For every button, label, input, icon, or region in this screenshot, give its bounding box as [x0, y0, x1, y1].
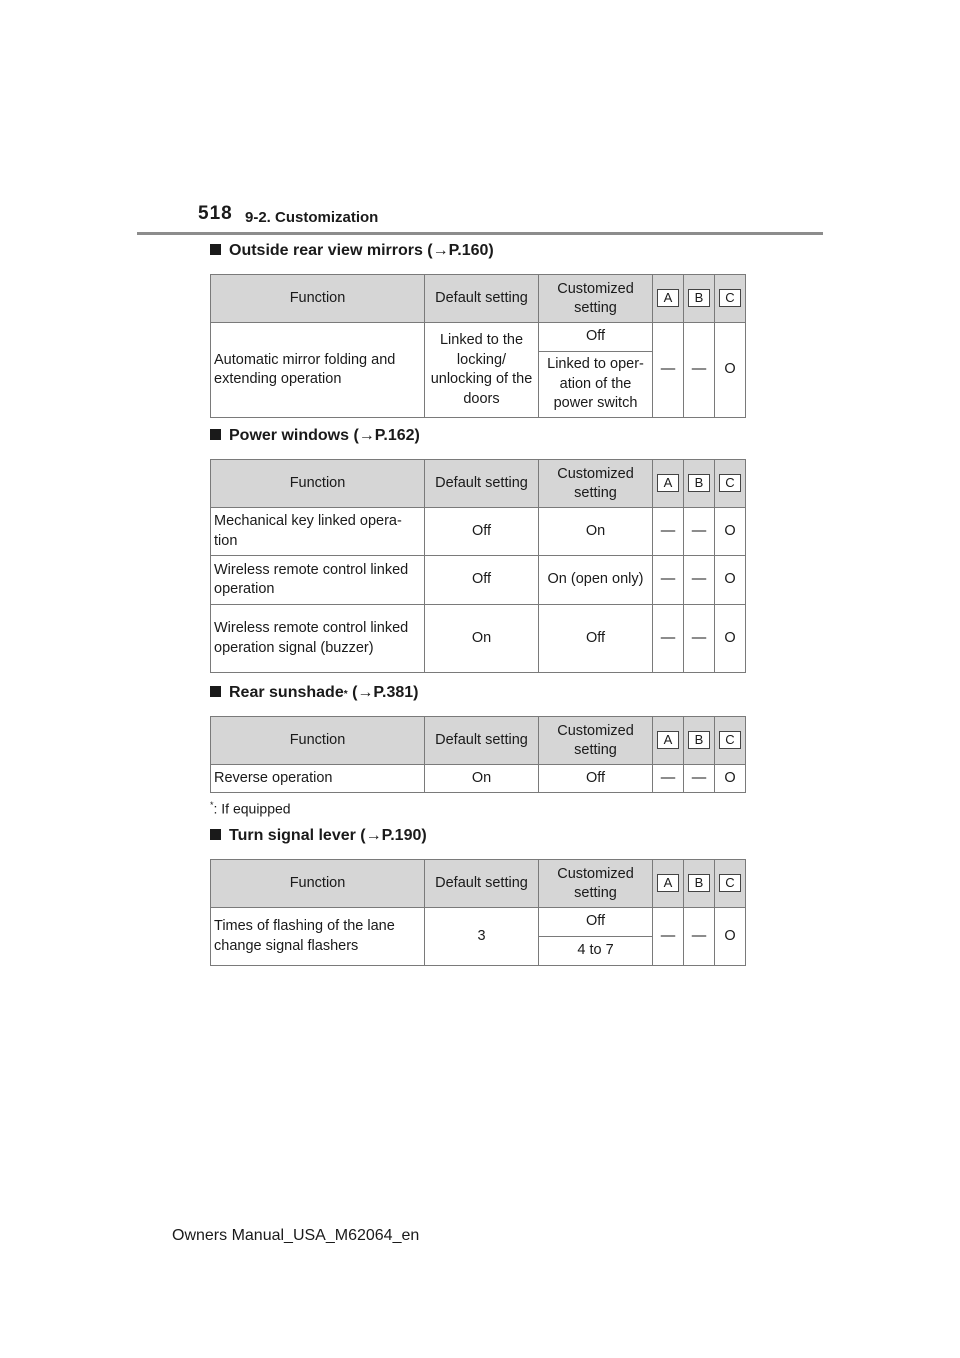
cell-function: Times of flashing of the lane change signal flashers — [211, 908, 425, 966]
header-divider — [137, 232, 823, 235]
header-default: Default setting — [425, 717, 539, 765]
header-col-b: B — [684, 460, 715, 508]
footnote: *: If equipped — [210, 800, 291, 817]
table-row — [211, 556, 746, 605]
cell-function: Automatic mirror folding and extending operation — [211, 323, 425, 418]
section-title-mirrors: Outside rear view mirrors ( → P.160) — [210, 242, 494, 260]
cell-function: Mechanical key linked opera- tion — [211, 508, 425, 556]
section-title-windows: Power windows ( → P.162) — [210, 427, 420, 445]
page-reference-link[interactable]: P.162) — [374, 427, 420, 444]
header-customized: Customized setting — [539, 460, 653, 508]
table-mirrors — [210, 274, 746, 418]
footnote-marker: * — [210, 800, 214, 810]
cell-function: Reverse operation — [211, 765, 425, 793]
header-col-b: B — [684, 717, 715, 765]
cell-custom: On — [539, 508, 653, 556]
cell-default: 3 — [425, 908, 539, 966]
header-col-c: C — [715, 860, 746, 908]
square-bullet-icon — [210, 829, 221, 840]
cell-c: O — [715, 605, 746, 673]
header-function: Function — [211, 275, 425, 323]
table-row — [211, 765, 746, 793]
table-windows — [210, 459, 746, 673]
header-customized: Customized setting — [539, 860, 653, 908]
cell-c: O — [715, 323, 746, 418]
header-function: Function — [211, 460, 425, 508]
header-col-a: A — [653, 860, 684, 908]
cell-b: — — [684, 323, 715, 418]
header-col-c: C — [715, 275, 746, 323]
cell-b: — — [684, 508, 715, 556]
table-row — [211, 605, 746, 673]
cell-b: — — [684, 605, 715, 673]
footnote-marker: * — [343, 689, 348, 700]
cell-custom: Off — [539, 323, 653, 352]
table-header-row — [211, 460, 746, 508]
cell-default: Linked to the locking/ unlocking of the doors — [425, 323, 539, 418]
cell-custom: Off — [539, 908, 653, 937]
cell-custom: 4 to 7 — [539, 937, 653, 966]
chapter-title: 9-2. Customization — [245, 209, 379, 226]
cell-custom: Off — [539, 605, 653, 673]
header-col-a: A — [653, 275, 684, 323]
cell-custom: On (open only) — [539, 556, 653, 605]
cell-a: — — [653, 556, 684, 605]
header-customized: Customized setting — [539, 717, 653, 765]
header-function: Function — [211, 860, 425, 908]
header-col-b: B — [684, 860, 715, 908]
cell-function: Wireless remote control linked operation — [211, 556, 425, 605]
header-col-a: A — [653, 460, 684, 508]
cell-c: O — [715, 556, 746, 605]
page-reference-link[interactable]: P.160) — [448, 242, 494, 259]
cell-c: O — [715, 765, 746, 793]
page-number: 518 — [198, 203, 233, 224]
header-col-c: C — [715, 717, 746, 765]
header-function: Function — [211, 717, 425, 765]
square-bullet-icon — [210, 429, 221, 440]
cell-b: — — [684, 765, 715, 793]
cell-a: — — [653, 323, 684, 418]
square-bullet-icon — [210, 244, 221, 255]
page-reference-link[interactable]: P.381) — [373, 684, 419, 701]
header-col-c: C — [715, 460, 746, 508]
cell-b: — — [684, 556, 715, 605]
table-header-row — [211, 860, 746, 908]
table-turn-signal — [210, 859, 746, 966]
square-bullet-icon — [210, 686, 221, 697]
header-default: Default setting — [425, 860, 539, 908]
arrow-icon: → — [357, 684, 374, 701]
header-col-a: A — [653, 717, 684, 765]
cell-custom: Linked to oper- ation of the power switch — [539, 352, 653, 418]
cell-function: Wireless remote control linked operation signal (buzzer) — [211, 605, 425, 673]
cell-default: Off — [425, 508, 539, 556]
footer-manual-id: Owners Manual_USA_M62064_en — [172, 1227, 420, 1244]
table-row — [211, 908, 746, 937]
cell-default: Off — [425, 556, 539, 605]
cell-default: On — [425, 605, 539, 673]
cell-a: — — [653, 605, 684, 673]
cell-custom: Off — [539, 765, 653, 793]
page-reference-link[interactable]: P.190) — [381, 827, 427, 844]
cell-a: — — [653, 508, 684, 556]
table-row — [211, 508, 746, 556]
arrow-icon: → — [432, 242, 449, 259]
table-row — [211, 323, 746, 352]
cell-b: — — [684, 908, 715, 966]
header-default: Default setting — [425, 460, 539, 508]
cell-c: O — [715, 508, 746, 556]
header-col-b: B — [684, 275, 715, 323]
cell-c: O — [715, 908, 746, 966]
header-customized: Customized setting — [539, 275, 653, 323]
cell-a: — — [653, 765, 684, 793]
section-title-sunshade: Rear sunshade * ( → P.381) — [210, 684, 418, 702]
section-title-turn-signal: Turn signal lever ( → P.190) — [210, 827, 427, 845]
table-header-row — [211, 717, 746, 765]
cell-default: On — [425, 765, 539, 793]
table-sunshade — [210, 716, 746, 793]
cell-a: — — [653, 908, 684, 966]
header-default: Default setting — [425, 275, 539, 323]
table-header-row — [211, 275, 746, 323]
arrow-icon: → — [358, 427, 375, 444]
arrow-icon: → — [365, 827, 382, 844]
